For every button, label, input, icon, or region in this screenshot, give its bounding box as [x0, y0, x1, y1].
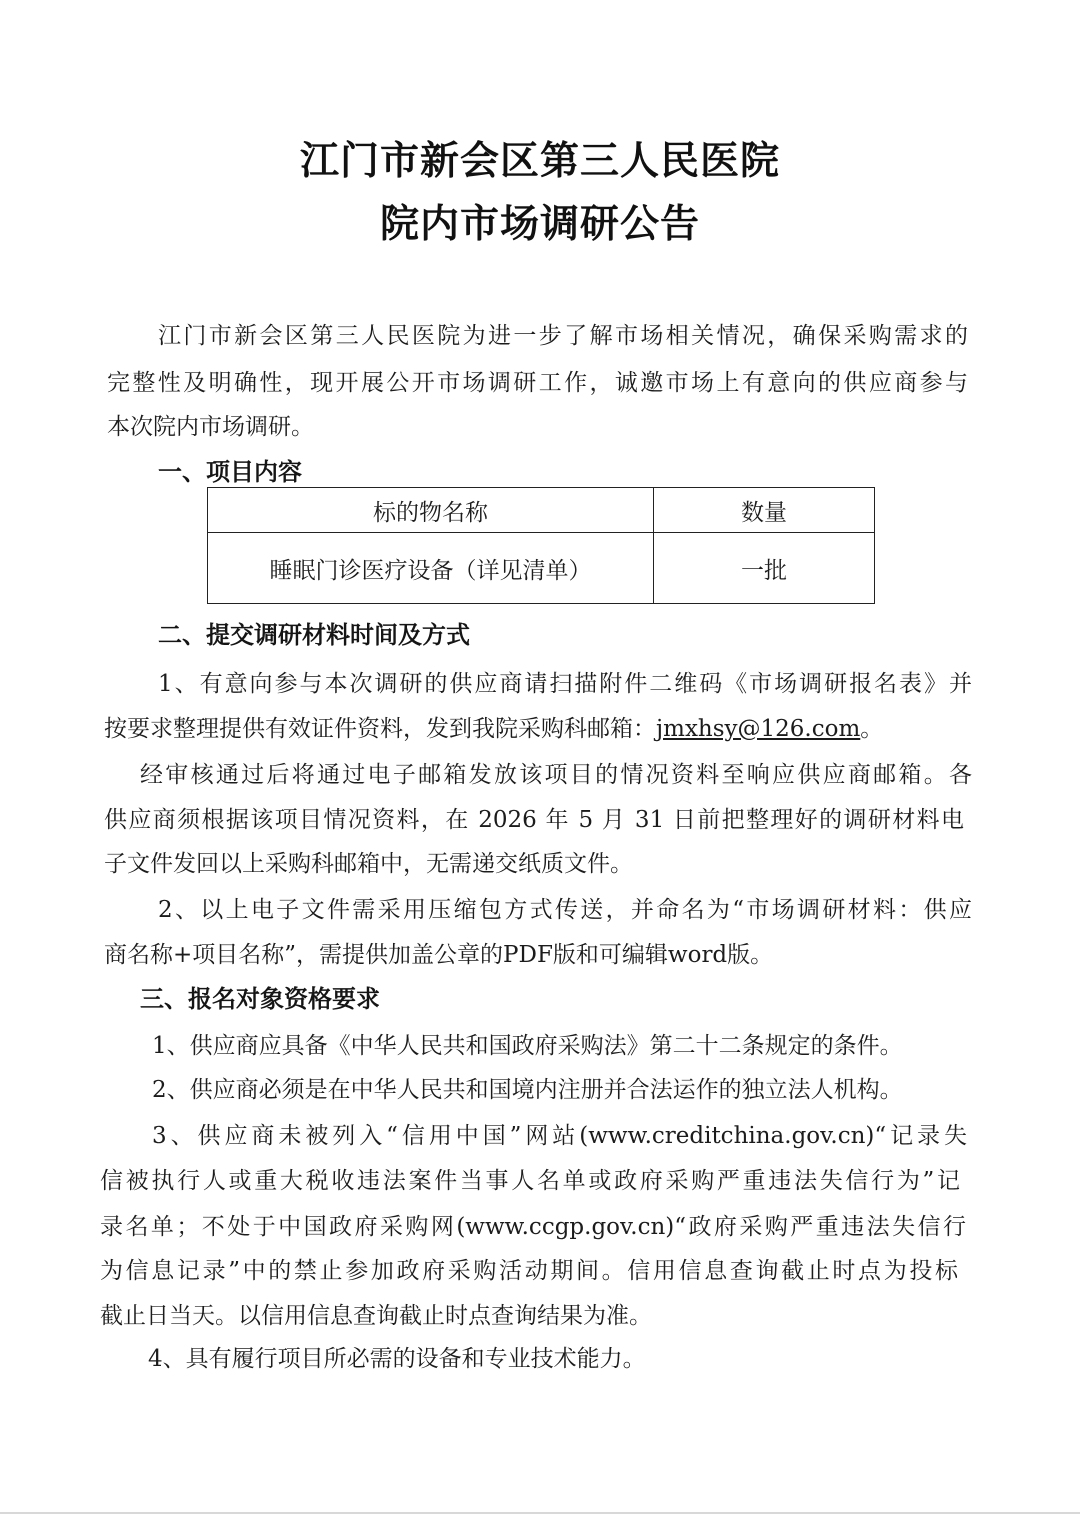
section2-p1-text: 按要求整理提供有效证件资料，发到我院采购科邮箱：	[104, 716, 656, 742]
section3-item3-line: 截止日当天。以信用信息查询截止时点查询结果为准。	[100, 1303, 652, 1329]
section3-item3-line: 信被执行人或重大税收违法案件当事人名单或政府采购严重违法失信行为”记	[100, 1168, 960, 1194]
section2-p2-line: 供应商须根据该项目情况资料，在 2026 年 5 月 31 日前把整理好的调研材料电	[104, 807, 964, 833]
section3-item3-line: 录名单；不处于中国政府采购网(www.ccgp.gov.cn)“政府采购严重违法失信行	[100, 1214, 966, 1240]
section3-item3-line: 为信息记录”中的禁止参加政府采购活动期间。信用信息查询截止时点为投标	[100, 1258, 958, 1284]
section1-heading: 一、项目内容	[158, 458, 302, 486]
section2-p3-line: 2、以上电子文件需采用压缩包方式传送，并命名为“市场调研材料：供应	[158, 897, 972, 923]
section3-item: 1、供应商应具备《中华人民共和国政府采购法》第二十二条规定的条件。	[152, 1033, 903, 1059]
document-title-line2: 院内市场调研公告	[379, 202, 700, 247]
intro-line: 江门市新会区第三人民医院为进一步了解市场相关情况，确保采购需求的	[158, 323, 968, 349]
section2-heading: 二、提交调研材料时间及方式	[158, 621, 470, 649]
section3-item: 2、供应商必须是在中华人民共和国境内注册并合法运作的独立法人机构。	[152, 1077, 903, 1103]
section2-p2-line: 子文件发回以上采购科邮箱中，无需递交纸质文件。	[104, 851, 633, 877]
scan-edge-divider	[0, 1512, 1080, 1514]
table-header-row	[208, 488, 875, 533]
document-title-line1: 江门市新会区第三人民医院	[299, 139, 780, 184]
intro-line: 完整性及明确性，现开展公开市场调研工作，诚邀市场上有意向的供应商参与	[107, 370, 968, 396]
section3-heading: 三、报名对象资格要求	[140, 985, 380, 1013]
table-header-name: 标的物名称	[208, 488, 654, 533]
email-link[interactable]: jmxhsy@126.com	[656, 716, 861, 742]
section3-item: 4、具有履行项目所必需的设备和专业技术能力。	[148, 1346, 646, 1372]
intro-line: 本次院内市场调研。	[107, 414, 314, 440]
section2-p1-line	[104, 710, 883, 743]
section2-p1-suffix: 。	[860, 716, 884, 742]
items-table	[207, 487, 875, 604]
table-row	[208, 533, 875, 604]
section3-item3-line: 3、供应商未被列入“信用中国”网站(www.creditchina.gov.cn)“记录失	[152, 1123, 967, 1149]
section2-p1-line: 1、有意向参与本次调研的供应商请扫描附件二维码《市场调研报名表》并	[158, 671, 972, 697]
table-cell-quantity: 一批	[654, 533, 875, 604]
section2-p2-line: 经审核通过后将通过电子邮箱发放该项目的情况资料至响应供应商邮箱。各	[140, 762, 972, 788]
table-cell-name: 睡眠门诊医疗设备（详见清单）	[208, 533, 654, 604]
table-header-quantity: 数量	[654, 488, 875, 533]
section2-p3-line: 商名称+项目名称”，需提供加盖公章的PDF版和可编辑word版。	[104, 942, 774, 968]
